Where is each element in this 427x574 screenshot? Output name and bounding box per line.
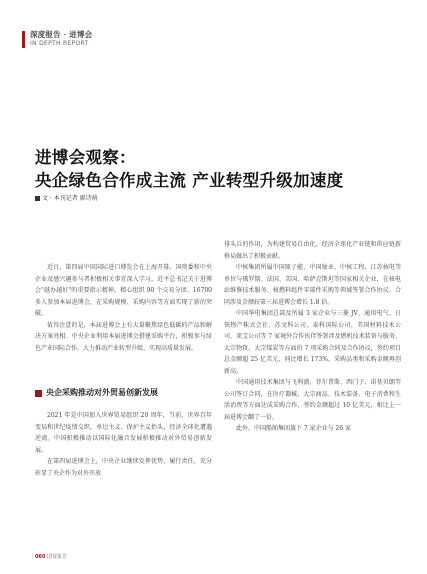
page-footer [35,553,67,560]
paragraph: 中核集团所属中国原子能、中国铀业、中核工程、江苏核电等单位与俄罗斯、法国、美国、哈萨克斯坦等国家相关企业，在核电站维修技术服务、核燃料组件零部件采购等领域签署合作协议，合同涉及金额较第三届进博会增长 1.8 倍。 [224,264,401,306]
column-name-cn: 深度报告 · 进博会 [30,30,93,39]
page-number: 060 [35,554,46,560]
column-name-en: IN DEPTH REPORT [30,40,89,47]
header-accent-bar [22,31,25,48]
byline-text: 文 · 本刊记者 廖诗萌 [42,195,98,202]
paragraph: 此外，中国船舶集团旗下 7 家企业与 26 家 [236,425,352,432]
paragraph: 2021 年是中国加入世界贸易组织 20 周年，当前，世界百年变局和世纪疫情交织，单边主义、保护主义抬头，经济全球化遭遇逆流。中国积极推动以国际化融合发展积极推动对外贸易创新发展。 [35,412,212,454]
section-square-icon [35,390,42,397]
section-heading-text: 央企采购推动对外贸易创新发展 [46,387,158,397]
article-title-line-1: 进博会观察： [35,148,136,167]
byline [35,193,98,202]
paragraph: 排头兵的作用，为构建贸易自由化、经济全球化产业链和供应链新格局做出了积极贡献。 [224,241,401,260]
right-column [224,239,401,435]
paragraph: 中国通用技术集团与飞利浦、菲尔普斯、西门子、诺基贝朗等公司签订合同，在医疗器械、大宗商品、技术装备、电子消费和生活消费等方面达成采购合作，签约金额超过 10 亿美元，相比上一届进博会翻了一倍。 [224,379,401,421]
paragraph: 值得注意的是，本届进博会上有大量聚焦绿色低碳的产品和解决方案亮相。中央企业利用本届进博会搭建采购平台，积极参与绿色产业国际合作，大力推动产业转型升级、实现高质量发展。 [35,321,212,352]
left-column-intro [35,262,212,354]
article-title-line-2: 央企绿色合作成主流 产业转型升级加速度 [35,171,344,190]
paragraph: 近日，第四届中国国际进口博览会在上海开幕。国资委和中央企业及感兴趣参与者积极相关事宜深入学习，近平总书记关于进博会"越办越好"的重要指示精神，精心组织 90 个交易分团、16700 多人参加本届进博会，在采购规模、采购内容等方面实现了新的突破。 [35,264,212,317]
byline-square-icon [35,196,40,201]
paragraph: 中国华电集团总部及所属 3 家企业与三菱 JV、通用电气、日铁物产株式会社、苏文科公司、泰科国际公司、美国材料技术公司、来宝公司等 7 家境外合作伙伴签署涉及燃机技术装备与服务、大宗物资、大宗煤炭等方面的 7 项采购合同及合作协议，签约项目总金额超 25 亿美元，同比增长 173%，采购品类和采购金额再创新高。 [224,310,401,375]
left-column-body [35,410,212,479]
publication-name: 国资报告 [47,554,68,560]
paragraph: 在第四届进博会上，中央企业继续发挥优势、履行责任，充分彰显了央企作为对外开放 [35,458,212,477]
